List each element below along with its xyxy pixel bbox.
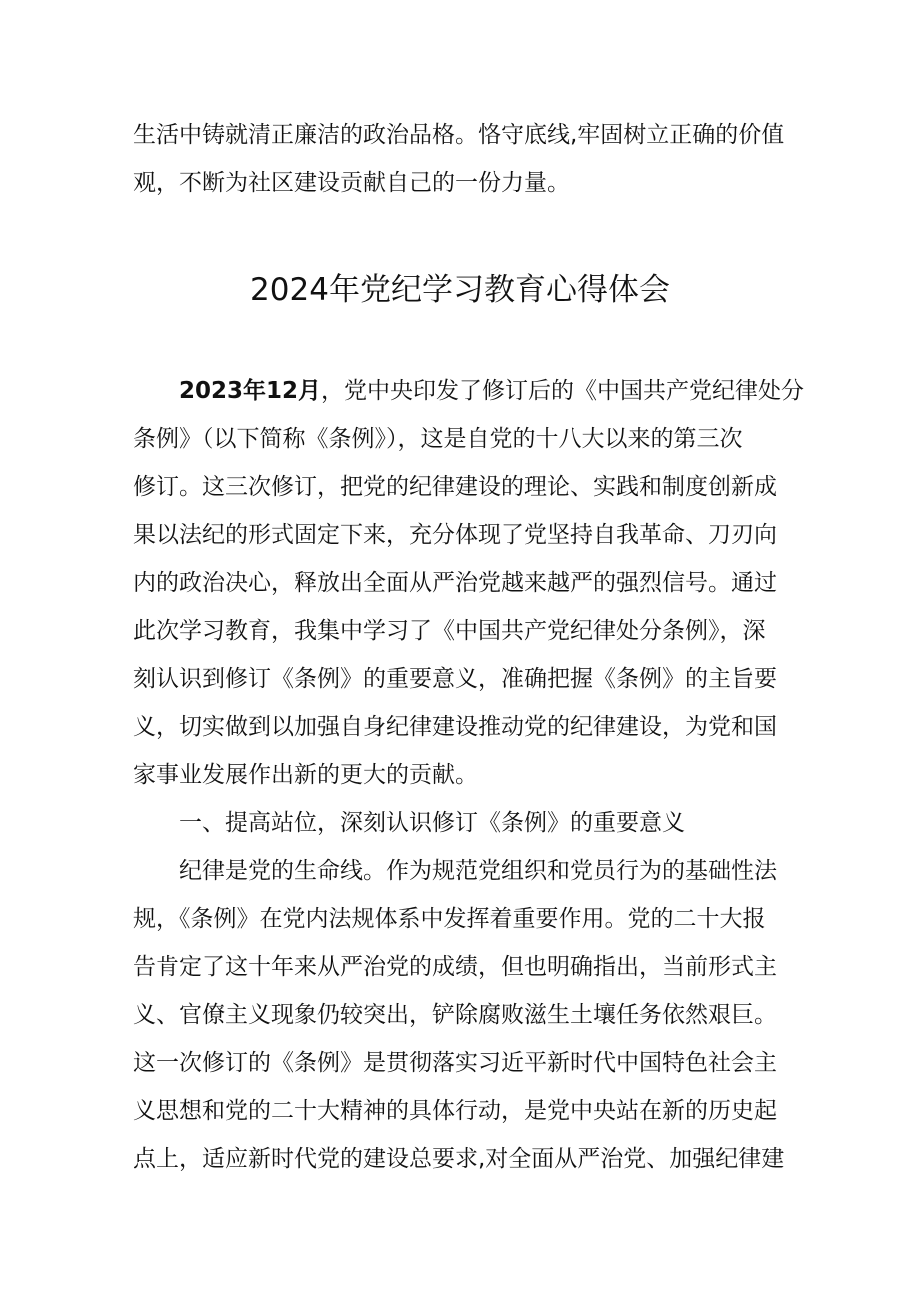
section-heading: 一、提高站位，深刻认识修订《条例》的重要意义 (179, 810, 685, 836)
text-line: 规，《条例》在党内法规体系中发挥着重要作用。党的二十大报 (133, 906, 766, 932)
text-line: 家事业发展作出新的更大的贡献。 (133, 762, 478, 788)
document-body (133, 367, 805, 1183)
text-line: 义思想和党的二十大精神的具体行动，是党中央站在新的历史起 (133, 1098, 777, 1124)
text-line: 刻认识到修订《条例》的重要意义，准确把握《条例》的主旨要 (133, 666, 777, 692)
text-line: 内的政治决心，释放出全面从严治党越来越严的强烈信号。通过 (133, 570, 777, 596)
text-line: 果以法纪的形式固定下来，充分体现了党坚持自我革命、刀刃向 (133, 522, 777, 548)
text-line: 观，不断为社区建设贡献自己的一份力量。 (133, 170, 570, 196)
paragraph-2-first-line: 纪律是党的生命线。作为规范党组织和党员行为的基础性法 (179, 858, 777, 884)
text-line: 告肯定了这十年来从严治党的成绩，但也明确指出，当前形式主 (133, 954, 777, 980)
text-line: 这一次修订的《条例》是贯彻落实习近平新时代中国特色社会主 (133, 1050, 777, 1076)
text-line: 生活中铸就清正廉洁的政治品格。恪守底线,牢固树立正确的价值 (133, 122, 785, 148)
intro-paragraph (133, 111, 793, 207)
document-title: 2024年党纪学习教育心得体会 (250, 272, 670, 308)
text-fragment: ，党中央印发了修订后的《中国共产党纪律处分 (321, 378, 805, 404)
text-line: 条例》（以下简称《条例》），这是自党的十八大以来的第三次 (133, 426, 743, 452)
date-lead: 2023年12月 (179, 378, 322, 404)
text-line: 义、官僚主义现象仍较突出，铲除腐败滋生土壤任务依然艰巨。 (133, 1002, 777, 1028)
text-line: 此次学习教育，我集中学习了《中国共产党纪律处分条例》，深 (133, 618, 766, 644)
text-line: 修订。这三次修订，把党的纪律建设的理论、实践和制度创新成 (133, 474, 777, 500)
paragraph-1-first-line (133, 367, 805, 415)
text-line: 义，切实做到以加强自身纪律建设推动党的纪律建设，为党和国 (133, 714, 777, 740)
text-line: 点上，适应新时代党的建设总要求,对全面从严治党、加强纪律建 (133, 1146, 785, 1172)
